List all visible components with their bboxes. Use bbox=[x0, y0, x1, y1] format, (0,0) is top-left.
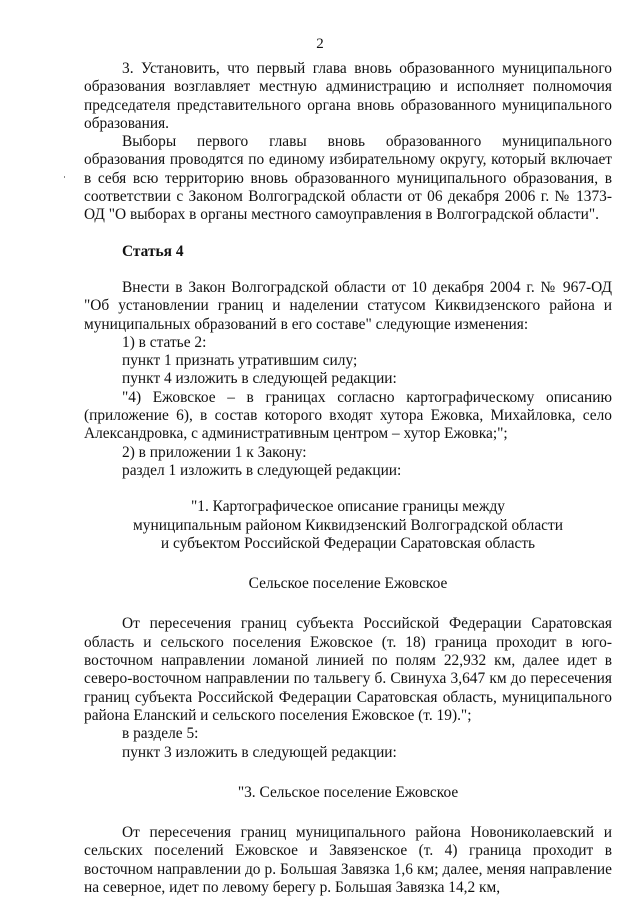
list-item: пункт 1 признать утратившим силу; bbox=[122, 352, 358, 370]
document-body bbox=[84, 60, 612, 897]
page-number: 2 bbox=[316, 36, 324, 52]
subtitle-settlement: Сельское поселение Ежовское bbox=[248, 575, 448, 593]
article-heading: Статья 4 bbox=[122, 242, 184, 260]
subtitle-settlement-2: "3. Сельское поселение Ежовское bbox=[237, 783, 459, 801]
list-item: пункт 3 изложить в следующей редакции: bbox=[122, 743, 397, 761]
list-item: в разделе 5: bbox=[122, 725, 199, 743]
section-title-line: муниципальным районом Киквидзенский Волгоградской области bbox=[133, 516, 563, 534]
paragraph-clause-3: 3. Установить, что первый глава вновь образованного муниципального образования возглавляет местную администрацию и исполняет полномочия председателя представительного органа вновь образованного муниципального образования. bbox=[84, 60, 612, 132]
section-title-line: и субъектом Российской Федерации Саратовская область bbox=[160, 534, 536, 552]
paragraph-elections: Выборы первого главы вновь образованного муниципального образования проводятся по единому избирательному округу, который включает в себя всю территорию вновь образованного муниципального образования, в соответствии с Законом Волгоградской области от 06 декабря 2006 г. № 1373-ОД "О выборах в органы местного самоуправления в Волгоградской области". bbox=[84, 133, 612, 224]
paragraph-ezhovskoe-definition: "4) Ежовское – в границах согласно картографическому описанию (приложение 6), в состав которого входят хутора Ежовка, Михайловка, село Александровка, с административным центром – хутор Ежовка;"; bbox=[84, 388, 612, 443]
margin-mark bbox=[64, 176, 65, 178]
list-item: 1) в статье 2: bbox=[122, 333, 207, 351]
paragraph-boundary-2: От пересечения границ муниципального района Новониколаевский и сельских поселений Ежовское и Завязенское (т. 4) граница проходит в восточном направлении до р. Большая Завязка 1,6 км; далее, меняя направление на северное, идет по левому берегу р. Большая Завязка 14,2 км, bbox=[84, 824, 612, 896]
paragraph-amendment-intro: Внести в Закон Волгоградской области от 10 декабря 2004 г. № 967-ОД "Об установлении границ и наделении статусом Киквидзенского района и муниципальных образований в его составе" следующие изменения: bbox=[84, 278, 612, 333]
paragraph-boundary-1: От пересечения границ субъекта Российской Федерации Саратовская область и сельского поселения Ежовское (т. 18) граница проходит в юго-восточном направлении ломаной линией по полям 22,932 км, далее идет в северо-восточном направлении по тальвегу б. Свинуха 3,647 км до пересечения границ субъекта Российской Федерации Саратовская область, муниципального района Еланский и сельского поселения Ежовское (т. 19)."; bbox=[84, 615, 612, 724]
list-item: 2) в приложении 1 к Закону: bbox=[122, 443, 307, 461]
list-item: раздел 1 изложить в следующей редакции: bbox=[122, 461, 402, 479]
list-item: пункт 4 изложить в следующей редакции: bbox=[122, 370, 397, 388]
section-title-line: "1. Картографическое описание границы между bbox=[190, 498, 505, 516]
